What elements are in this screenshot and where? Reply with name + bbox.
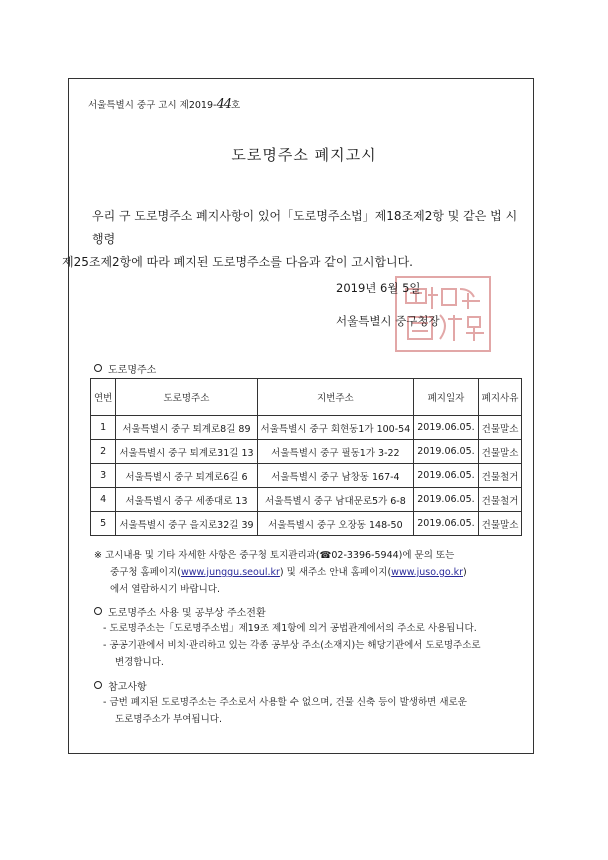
cell-road-address: 서울특별시 중구 세종대로 13 <box>116 488 257 512</box>
circle-bullet-icon <box>94 607 102 615</box>
cell-date: 2019.06.05. <box>414 488 478 512</box>
cell-reason: 건물철거 <box>478 464 522 488</box>
inquiry-note <box>94 547 524 598</box>
cell-road-address: 서울특별시 중구 을지로32길 39 <box>116 512 257 536</box>
table-row <box>91 464 522 488</box>
page-title: 도로명주소 폐지고시 <box>231 146 377 164</box>
cell-date: 2019.06.05. <box>414 440 478 464</box>
cell-date: 2019.06.05. <box>414 416 478 440</box>
cell-road-address: 서울특별시 중구 퇴계로31길 13 <box>116 440 257 464</box>
cell-lot-address: 서울특별시 중구 남창동 167-4 <box>257 464 414 488</box>
issuing-office: 서울특별시 중구청장 <box>336 314 440 328</box>
cell-no: 2 <box>91 440 116 464</box>
notice-body-line-1: 우리 구 도로명주소 폐지사항이 있어「도로명주소법」제18조제2항 및 같은 법 시행령 <box>92 209 518 246</box>
col-header-abolish-reason: 폐지사유 <box>478 379 522 416</box>
notice-body-line-2: 제25조제2항에 따라 폐지된 도로명주소를 다음과 같이 고시합니다. <box>62 255 413 269</box>
reference-section-heading: 참고사항 <box>94 678 147 693</box>
address-table-heading: 도로명주소 <box>94 361 156 376</box>
conversion-section-body <box>103 620 481 671</box>
col-header-lot-address: 지번주소 <box>257 379 414 416</box>
notice-number-handwritten: 44 <box>216 97 231 112</box>
cell-reason: 건물말소 <box>478 440 522 464</box>
notice-number-prefix: 서울특별시 중구 고시 제2019- <box>88 100 217 111</box>
notice-number-suffix: 호 <box>230 100 241 111</box>
table-row <box>91 488 522 512</box>
cell-reason: 건물철거 <box>478 488 522 512</box>
cell-reason: 건물말소 <box>478 416 522 440</box>
table-row <box>91 416 522 440</box>
reference-item-1: - 금번 폐지된 도로명주소는 주소로서 사용할 수 없으며, 건물 신축 등이 발생하면 새로운 <box>103 697 467 708</box>
table-row <box>91 440 522 464</box>
conversion-item-2-cont: 변경합니다. <box>115 657 164 668</box>
cell-reason: 건물말소 <box>478 512 522 536</box>
table-row <box>91 512 522 536</box>
juso-homepage-link[interactable]: www.juso.go.kr <box>391 567 464 578</box>
inquiry-note-line-3: 에서 열람하시기 바랍니다. <box>110 584 221 595</box>
cell-road-address: 서울특별시 중구 퇴계로8길 89 <box>116 416 257 440</box>
cell-lot-address: 서울특별시 중구 오장동 148-50 <box>257 512 414 536</box>
cell-lot-address: 서울특별시 중구 필동1가 3-22 <box>257 440 414 464</box>
cell-no: 3 <box>91 464 116 488</box>
conversion-item-2: - 공공기관에서 비치·관리하고 있는 각종 공부상 주소(소재지)는 해당기관에서 도로명주소로 <box>103 640 481 651</box>
col-header-no: 연번 <box>91 379 116 416</box>
conversion-section-heading: 도로명주소 사용 및 공부상 주소전환 <box>94 604 266 619</box>
abolished-address-table <box>90 378 522 536</box>
cell-date: 2019.06.05. <box>414 464 478 488</box>
cell-no: 4 <box>91 488 116 512</box>
junggu-homepage-link[interactable]: www.junggu.seoul.kr <box>180 567 280 578</box>
cell-date: 2019.06.05. <box>414 512 478 536</box>
conversion-item-1: - 도로명주소는「도로명주소법」제19조 제1항에 의거 공법관계에서의 주소로 사용됩니다. <box>103 623 477 634</box>
notice-date: 2019년 6월 5일 <box>336 281 421 295</box>
notice-body <box>62 205 522 274</box>
reference-item-1-cont: 도로명주소가 부여됩니다. <box>115 714 222 725</box>
inquiry-note-line-1: ※ 고시내용 및 기타 자세한 사항은 중구청 토지관리과(☎02-3396-5944)에 문의 또는 <box>94 550 455 561</box>
col-header-abolish-date: 폐지일자 <box>414 379 478 416</box>
cell-lot-address: 서울특별시 중구 회현동1가 100-54 <box>257 416 414 440</box>
notice-number <box>88 97 240 112</box>
col-header-road-address: 도로명주소 <box>116 379 257 416</box>
cell-road-address: 서울특별시 중구 퇴계로6길 6 <box>116 464 257 488</box>
cell-no: 1 <box>91 416 116 440</box>
cell-no: 5 <box>91 512 116 536</box>
circle-bullet-icon <box>94 364 102 372</box>
circle-bullet-icon <box>94 681 102 689</box>
cell-lot-address: 서울특별시 중구 남대문로5가 6-8 <box>257 488 414 512</box>
inquiry-note-line-2: 중구청 홈페이지(www.junggu.seoul.kr) 및 새주소 안내 홈페이지(www.juso.go.kr) <box>110 567 467 578</box>
reference-section-body <box>103 694 467 728</box>
table-header-row <box>91 379 522 416</box>
